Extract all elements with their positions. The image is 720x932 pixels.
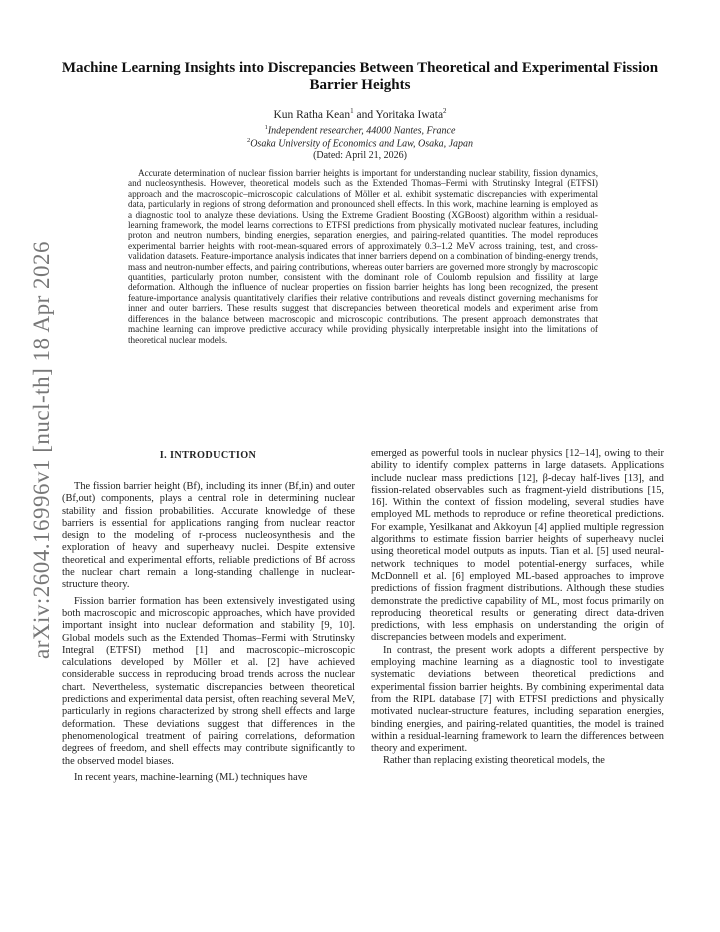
abstract: Accurate determination of nuclear fission barrier heights is important for understanding nuclear stability, fission dynamics, and nucleosynthesis. However, theoretical models such as the Extended Thomas–Fermi with Strutinsky Integral (ETFSI) approach and the macroscopic–microscopic calculations of Möller et al. exhibit systematic discrepancies with experimental data, particularly in regions of strong deformation and pronounced shell effects. In this work, machine learning is employed as a diagnostic tool to analyze these deviations. Using the Extreme Gradient Boosting (XGBoost) algorithm within a residual-learning framework, the model learns corrections to ETFSI predictions from physically motivated nuclear features, including proton and neutron numbers, binding energies, separation energies, and pairing-related quantities. The model reproduces experimental barrier heights with root-mean-squared errors of approximately 0.3–1.2 MeV across training, test, and cross-validation datasets. Feature-importance analysis indicates that inner barriers depend on a combination of binding-energy trends, mass and neutron-number effects, and pairing contributions, whereas outer barriers are governed more strongly by macroscopic quantities, particularly proton number, consistent with the dominant role of Coulomb repulsion and fissility at large deformation. Although the influence of nuclear properties on fission barrier heights has long been recognized, the present feature-importance analysis quantitatively clarifies their relative contributions and reveals distinct governing mechanisms for inner and outer barriers. These results suggest that discrepancies between theoretical models and experiment arise from differences in the balance between macroscopic and microscopic contributions. The present approach demonstrates that machine learning can improve predictive accuracy while providing physically interpretable insight into the limitations of theoretical nuclear models. [128,168,598,345]
body-column-left [62,481,355,784]
author-name: Yoritaka Iwata [375,108,444,121]
body-paragraph: In contrast, the present work adopts a different perspective by employing machine learning as a diagnostic tool to investigate systematic deviations between theoretical predictions and experimental fission barrier heights. By combining experimental data from the RIPL database [7] with ETFSI predictions and physically motivated nuclear-structure features, including separation energies, binding energies, and pairing-related quantities, the model is trained within a residual-learning framework to learn the differences between theory and experiment. [371,644,664,755]
affiliation-line [0,124,720,136]
section-heading-introduction: I. INTRODUCTION [159,450,257,461]
author-name: Kun Ratha Kean [273,108,351,121]
body-paragraph: The fission barrier height (Bf), including its inner (Bf,in) and outer (Bf,out) components, plays a central role in determining nuclear stability and fission probabilities. Accurate knowledge of these barriers is essential for applications ranging from nuclear reactor design to the modeling of r-process nucleosynthesis and the exploration of heavy and superheavy nuclei. Despite extensive theoretical and experimental efforts, reliable predictions of Bf across the nuclear chart remain a long-standing challenge in nuclear-structure theory. [62,481,355,591]
affiliation-mark: 2 [246,137,251,144]
arxiv-identifier: arXiv:2604.16996v1 [nucl-th] 18 Apr 2026 [29,241,54,659]
affiliation-text: Independent researcher, 44000 Nantes, France [267,125,456,137]
body-paragraph: In recent years, machine-learning (ML) techniques have [74,771,308,783]
affiliation-line [0,137,720,149]
body-column-right [371,448,664,768]
date-line: (Dated: April 21, 2026) [313,150,407,161]
affiliation-text: Osaka University of Economics and Law, Osaka, Japan [250,138,474,150]
author-line [0,107,720,121]
author-affiliation-mark: 1 [350,107,354,115]
paper-title: Machine Learning Insights into Discrepancies Between Theoretical and Experimental Fission Barrier Heights [61,60,659,93]
body-paragraph: emerged as powerful tools in nuclear physics [12–14], owing to their ability to identify complex patterns in large datasets. Applications include nuclear mass predictions [12], β-decay half-lives [13], and fission-related observables such as fragment-yield distributions [15, 16]. Within the context of fission modeling, several studies have employed ML methods to reproduce or refine theoretical predictions. For example, Yesilkanat and Akkoyun [4] applied multiple regression algorithms to estimate fission barrier heights of superheavy nuclei using theoretical model outputs as inputs. Tian et al. [5] used neural-network techniques to model potential-energy surfaces, while McDonnell et al. [6] employed ML-based approaches to improve predictions of fission fragment distributions. Although these studies demonstrate the predictive capability of ML, most focus primarily on reproducing theoretical results or generating direct data-driven predictions, with less emphasis on understanding the origin of discrepancies between models and experiment. [371,448,664,644]
author-affiliation-mark: 2 [443,107,447,115]
body-paragraph: Fission barrier formation has been extensively investigated using both macroscopic and microscopic approaches, which have provided important insight into nuclear deformation and stability [9, 10]. Global models such as the Extended Thomas–Fermi with Strutinsky Integral (ETFSI) method [1] and macroscopic–microscopic calculations developed by Möller et al. [2] have achieved considerable success in reproducing broad trends across the nuclear chart. Nevertheless, systematic discrepancies between theoretical predictions and experimental data persist, often reaching several MeV, particularly in regions characterized by strong shell effects and large deformation. These deviations suggest that differences in the phenomenological treatment of pairing correlations, deformation degrees of freedom, and shell effects may contribute significantly to the observed model biases. [62,595,355,767]
affiliation-mark: 1 [264,124,268,131]
arxiv-sidebar-stamp [22,240,62,660]
author-separator: and [356,108,374,121]
body-paragraph: Rather than replacing existing theoretical models, the [383,755,605,767]
